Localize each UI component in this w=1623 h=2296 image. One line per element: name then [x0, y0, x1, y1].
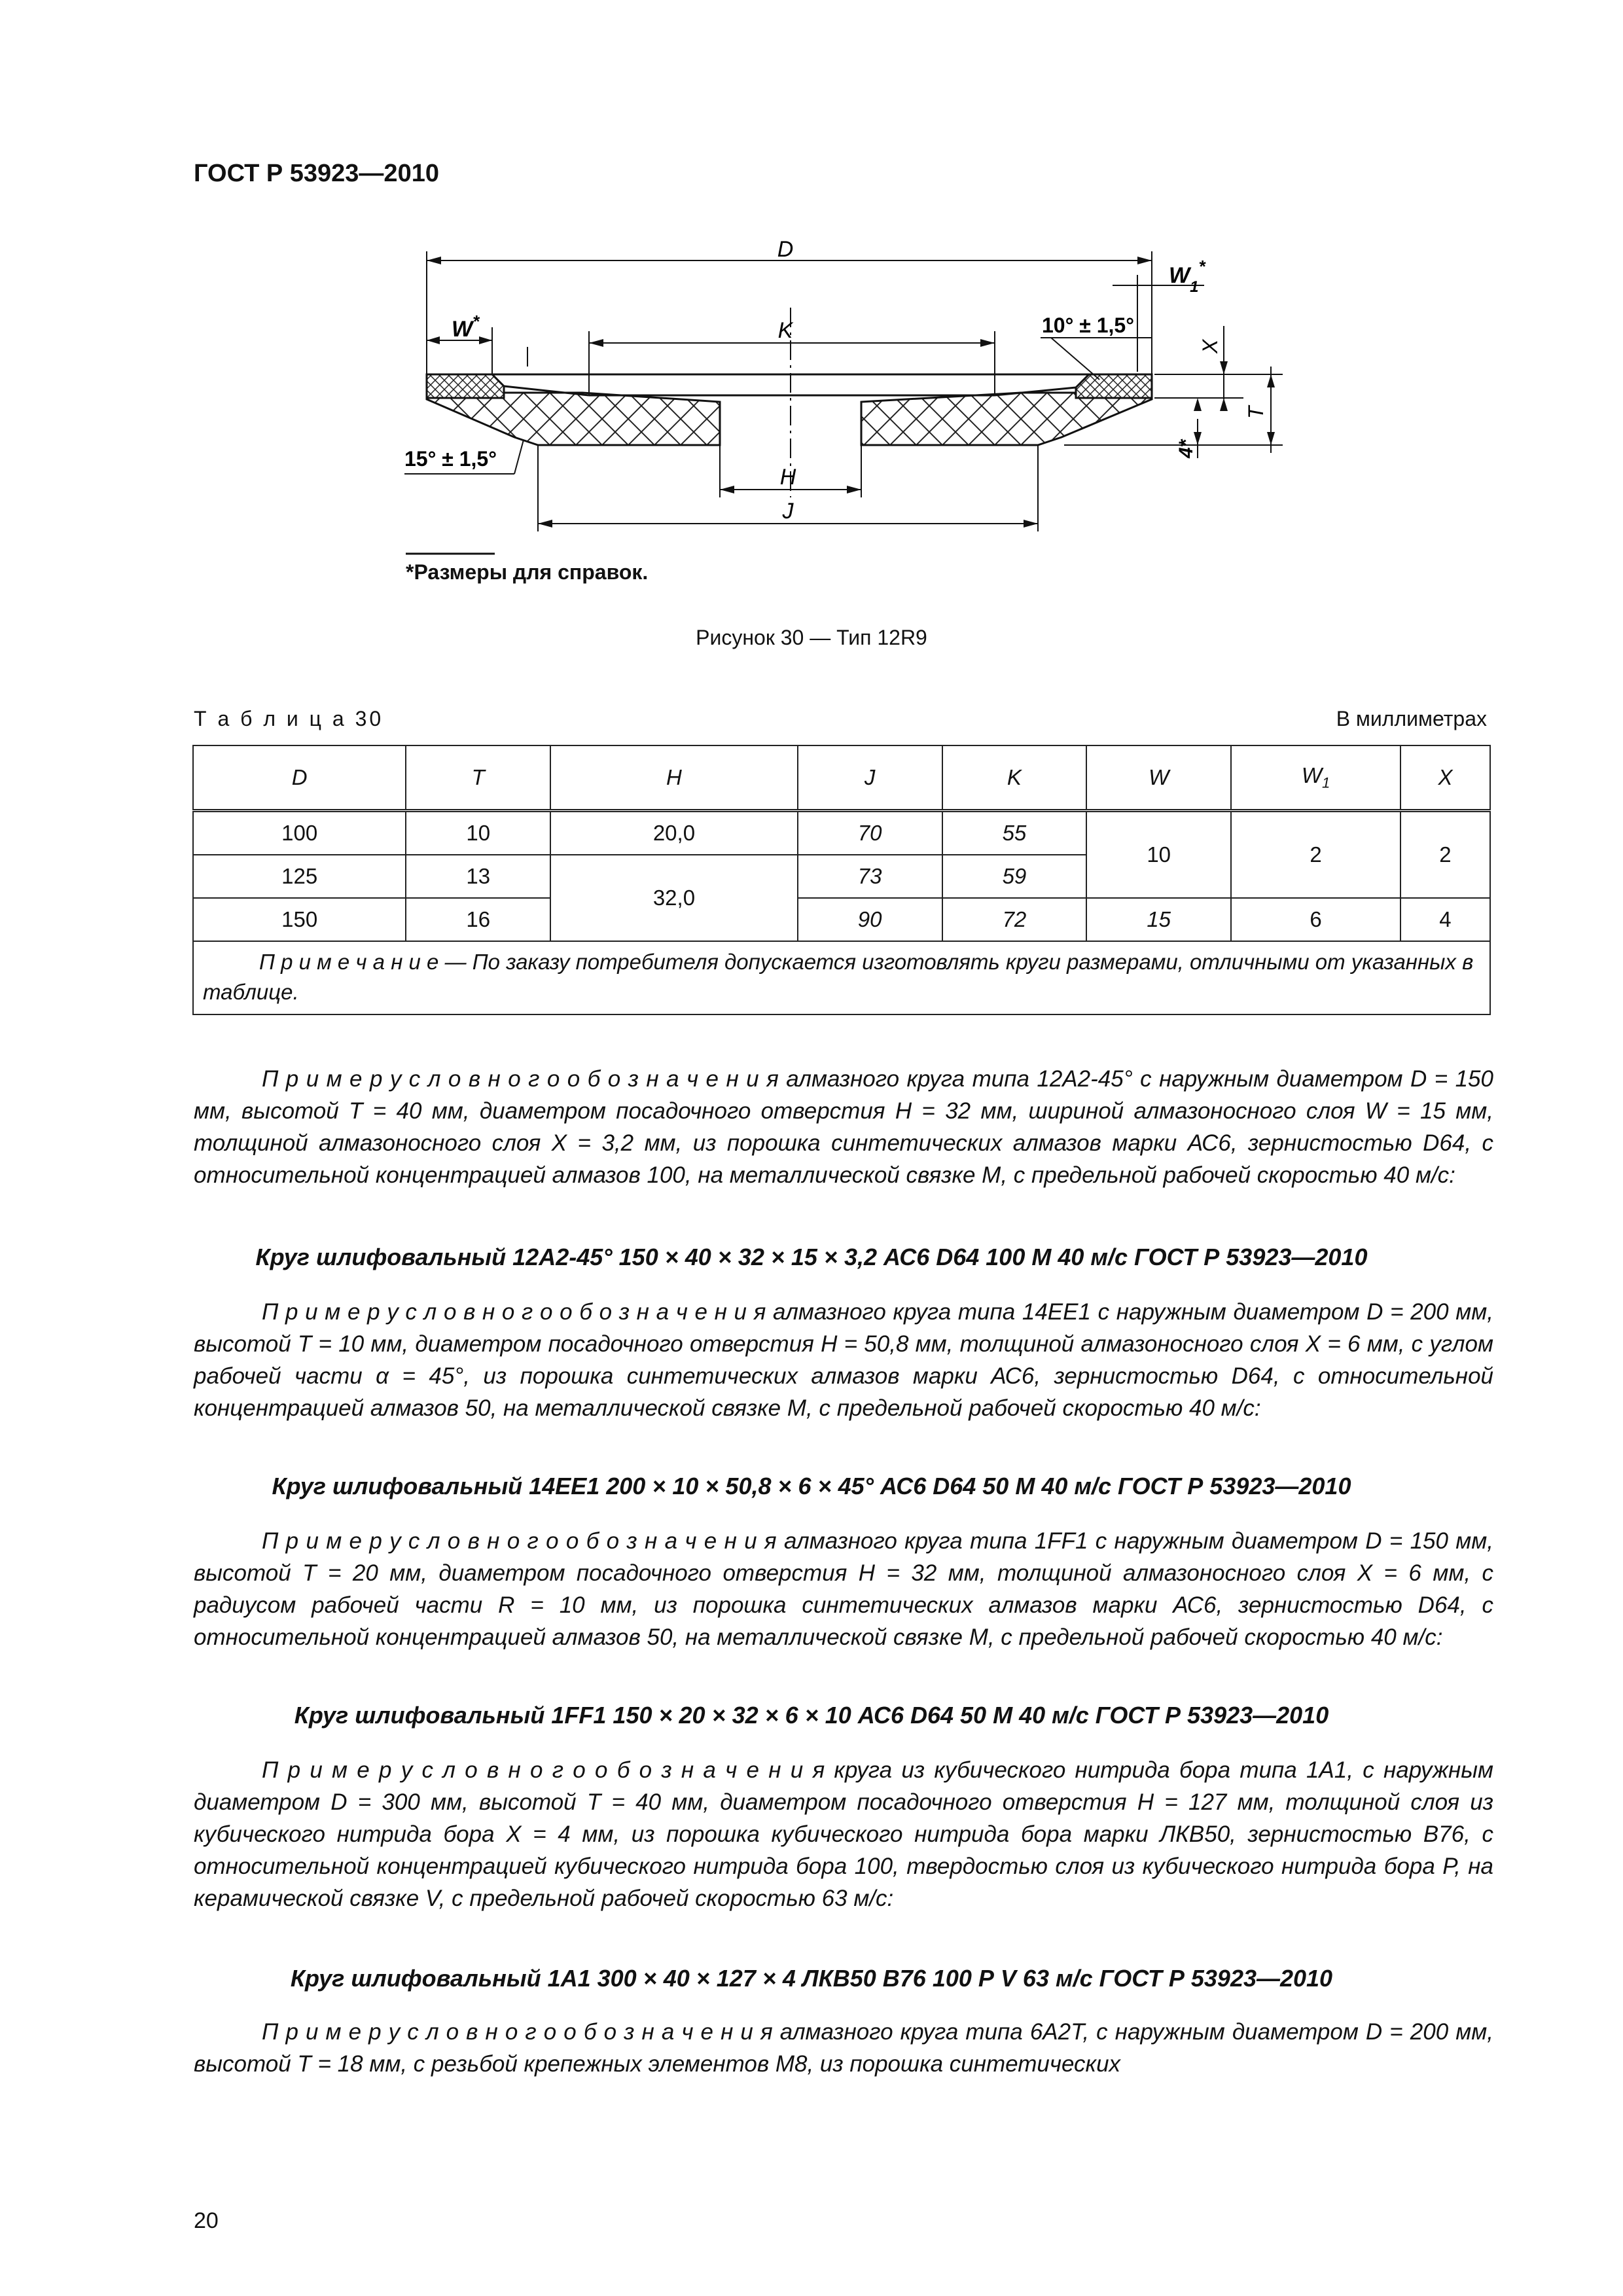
page-number: 20 [194, 2208, 219, 2233]
table-row: 125 13 32,0 73 59 [193, 855, 1490, 898]
table-header-row [193, 745, 1490, 811]
label-j: J [782, 499, 794, 524]
label-w1: $W_1^*$ [1169, 257, 1205, 296]
dimensions-table [192, 745, 1491, 1015]
table-note: П р и м е ч а н и е — По заказу потребителя допускается изготовлять круги размерами, отличными от указанных в таблице. [193, 941, 1490, 1014]
wheel-drawing [0, 223, 1623, 563]
figure-caption: Рисунок 30 — Тип 12R9 [696, 626, 927, 649]
col-header: J [798, 745, 942, 811]
document-header: ГОСТ Р 53923—2010 [194, 160, 439, 187]
col-header: X [1400, 745, 1490, 811]
col-header: W [1086, 745, 1231, 811]
label-d: D [777, 237, 794, 262]
col-header: H [550, 745, 798, 811]
example-paragraph: П р и м е р у с л о в н о г о о б о з н а ч е н и я алмазного круга типа 6А2Т, с наружным диаметром D = 200 мм, высотой Т = 18 мм, с резьбой крепежных элементов М8, из порошка синтетических [194, 2019, 1493, 2077]
example-designation: Круг шлифовальный 1FF1 150 × 20 × 32 × 6 × 10 АС6 D64 50 М 40 м/с ГОСТ Р 53923—2010 [294, 1702, 1329, 1729]
example-paragraph: П р и м е р у с л о в н о г о о б о з н а ч е н и я алмазного круга типа 1FF1 с наружным диаметром D = 150 мм, высотой Т = 20 мм, диаметром посадочного отверстия Н = 32 мм, толщиной алмазоносного слоя Х = 6 мм, с радиусом рабочей части R = 10 мм, из порошка синтетических алмазов марки АС6, зернистостью D64, с относительной концентрацией алмазов 50, на металлической связке М, с предельной рабочей скоростью 40 м/с: [194, 1528, 1493, 1650]
example-paragraph: П р и м е р у с л о в н о г о о б о з н а ч е н и я круга из кубического нитрида бора типа 1А1, с наружным диаметром D = 300 мм, высотой Т = 40 мм, диаметром посадочного отверстия Н = 127 мм, толщиной слоя из кубического нитрида бора Х = 4 мм, из порошка кубического нитрида бора марки ЛКВ50, зернистостью В76, с относительной концентрацией кубического нитрида бора 100, твердостью слоя из кубического нитрида бора Р, на керамической связке V, с предельной рабочей скоростью 63 м/с: [194, 1757, 1493, 1911]
col-header: $W_1$ [1231, 745, 1400, 811]
col-header: D [193, 745, 406, 811]
example-designation: Круг шлифовальный 1А1 300 × 40 × 127 × 4 ЛКВ50 В76 100 Р V 63 м/с ГОСТ Р 53923—2010 [290, 1965, 1333, 1992]
label-angle-left: 15° ± 1,5° [404, 447, 497, 471]
table-units: В миллиметрах [1336, 707, 1487, 730]
col-header: K [942, 745, 1087, 811]
table-row: 100 10 20,0 70 55 10 2 2 [193, 811, 1490, 855]
example-designation: Круг шлифовальный 14ЕЕ1 200 × 10 × 50,8 × 6 × 45° АС6 D64 50 М 40 м/с ГОСТ Р 53923—2010 [272, 1473, 1351, 1499]
label-t: T [1244, 406, 1268, 419]
example-paragraph: П р и м е р у с л о в н о г о о б о з н а ч е н и я алмазного круга типа 12А2-45° с наружным диаметром D = 150 мм, высотой Т = 40 мм, диаметром посадочного отверстия Н = 32 мм, шириной алмазоносного слоя W = 15 мм, толщиной алмазоносного слоя Х = 3,2 мм, из порошка синтетических алмазов марки АС6, зернистостью D64, с относительной концентрацией алмазов 100, на металлической связке М, с предельной рабочей скоростью 40 м/с: [194, 1066, 1493, 1188]
table-row: 150 16 90 72 15 6 4 [193, 898, 1490, 941]
example-designation: Круг шлифовальный 12А2-45° 150 × 40 × 32 × 15 × 3,2 АС6 D64 100 М 40 м/с ГОСТ Р 53923—2010 [255, 1244, 1368, 1270]
example-paragraph: П р и м е р у с л о в н о г о о б о з н а ч е н и я алмазного круга типа 14ЕЕ1 с наружным диаметром D = 200 мм, высотой Т = 10 мм, диаметром посадочного отверстия Н = 50,8 мм, толщиной алмазоносного слоя Х = 6 мм, с углом рабочей части α = 45°, из порошка синтетических алмазов марки АС6, зернистостью D64, с относительной концентрацией алмазов 50, на металлической связке М, с предельной рабочей скоростью 40 м/с: [194, 1299, 1493, 1421]
label-k: K [777, 318, 793, 343]
label-angle-top: 10° ± 1,5° [1042, 314, 1135, 337]
col-header: T [406, 745, 550, 811]
label-x: X [1198, 339, 1222, 353]
label-h: H [779, 465, 796, 490]
label-w: W* [452, 312, 480, 342]
figure-footnote: *Размеры для справок. [406, 560, 649, 584]
label-4: 4* [1175, 439, 1197, 458]
table-label: Т а б л и ц а 30 [194, 707, 384, 730]
